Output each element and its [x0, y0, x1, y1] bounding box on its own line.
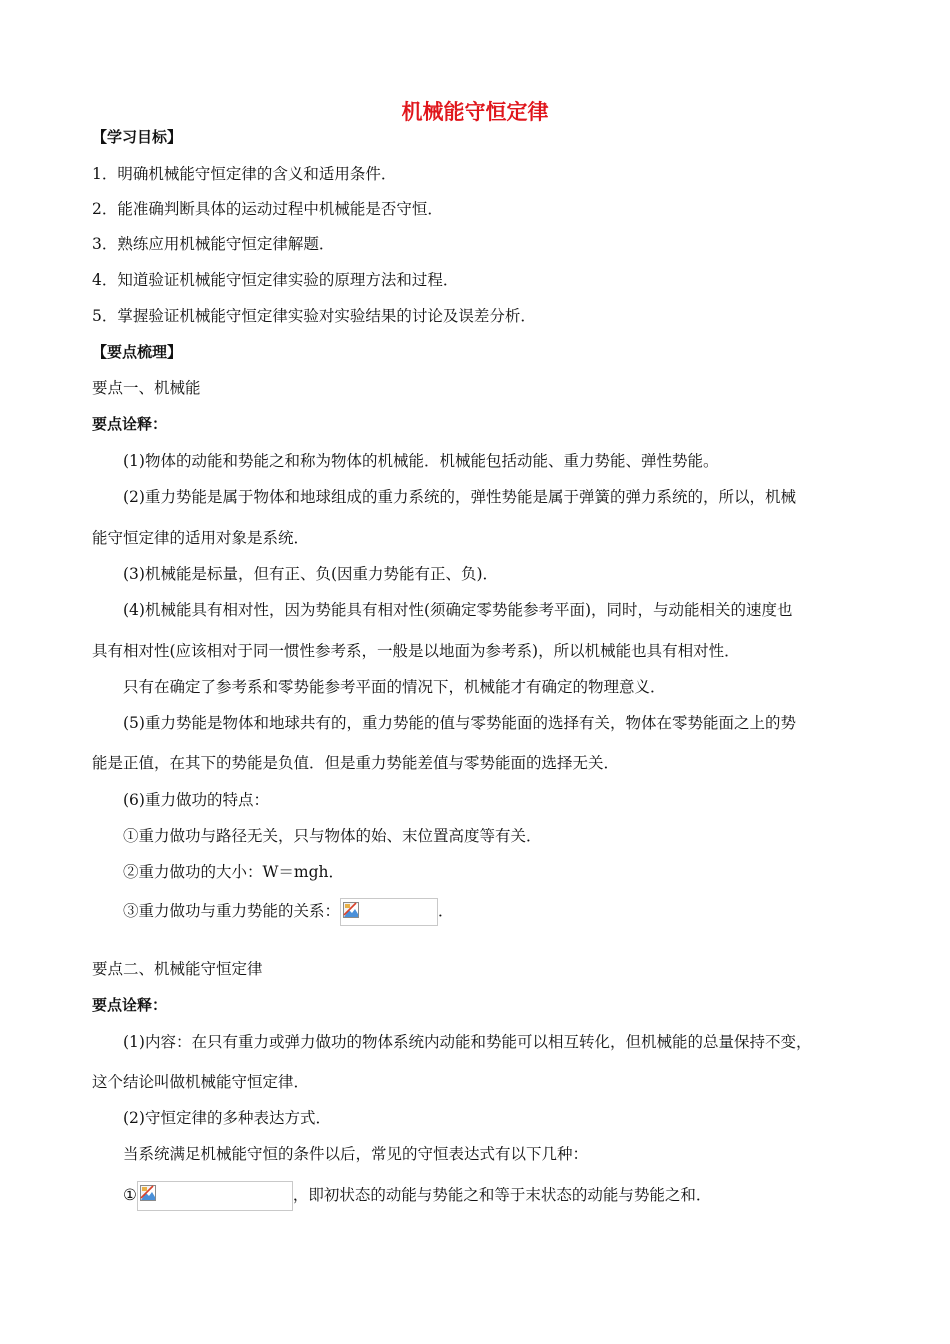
list-item-text: ③重力做功与重力势能的关系：	[123, 902, 341, 920]
list-item-text: ，即初状态的动能与势能之和等于末状态的动能与势能之和．	[292, 1186, 712, 1204]
goal-item: 3．熟练应用机械能守恒定律解题．	[92, 235, 335, 253]
point-two-title: 要点二、机械能守恒定律	[92, 960, 263, 978]
list-item: ②重力做功的大小：W＝mgh．	[123, 863, 345, 881]
goal-item: 1．明确机械能守恒定律的含义和适用条件．	[92, 165, 397, 183]
section-heading-goals: 【学习目标】	[92, 128, 183, 146]
paragraph-continuation: 具有相对性(应该相对于同一惯性参考系，一般是以地面为参考系)，所以机械能也具有相对性．	[92, 642, 740, 660]
paragraph: (1)内容：在只有重力或弹力做功的物体系统内动能和势能可以相互转化，但机械能的总量保持不变，	[123, 1033, 812, 1051]
broken-image-icon	[140, 1185, 156, 1201]
goal-item: 4．知道验证机械能守恒定律实验的原理方法和过程．	[92, 271, 459, 289]
point-one-title: 要点一、机械能	[92, 379, 201, 397]
page-title: 机械能守恒定律	[401, 100, 549, 124]
period: ．	[438, 902, 454, 920]
paragraph-continuation: 能是正值，在其下的势能是负值．但是重力势能差值与零势能面的选择无关．	[92, 754, 620, 772]
formula-image-placeholder	[137, 1181, 293, 1211]
paragraph-continuation: 这个结论叫做机械能守恒定律．	[92, 1073, 310, 1091]
broken-image-icon	[343, 902, 359, 918]
goal-item: 5．掌握验证机械能守恒定律实验对实验结果的讨论及误差分析．	[92, 307, 536, 325]
paragraph: 当系统满足机械能守恒的条件以后，常见的守恒表达式有以下几种：	[123, 1145, 589, 1163]
paragraph: (2)重力势能是属于物体和地球组成的重力系统的，弹性势能是属于弹簧的弹力系统的，所以，机械	[123, 488, 796, 506]
paragraph-continuation: 能守恒定律的适用对象是系统．	[92, 529, 310, 547]
formula-image-placeholder	[340, 898, 438, 926]
paragraph: (6)重力做功的特点：	[123, 791, 269, 809]
point-one-note-label: 要点诠释：	[92, 415, 168, 433]
paragraph: (4)机械能具有相对性，因为势能具有相对性(须确定零势能参考平面)，同时，与动能相关的速度也	[123, 601, 793, 619]
point-two-note-label: 要点诠释：	[92, 996, 168, 1014]
list-item: ①重力做功与路径无关，只与物体的始、末位置高度等有关．	[123, 827, 542, 845]
paragraph: (2)守恒定律的多种表达方式．	[123, 1109, 331, 1127]
paragraph: (5)重力势能是物体和地球共有的，重力势能的值与零势能面的选择有关，物体在零势能面之上的势	[123, 714, 796, 732]
goal-item: 2．能准确判断具体的运动过程中机械能是否守恒．	[92, 200, 443, 218]
paragraph: 只有在确定了参考系和零势能参考平面的情况下，机械能才有确定的物理意义．	[123, 678, 666, 696]
paragraph: (1)物体的动能和势能之和称为物体的机械能．机械能包括动能、重力势能、弹性势能。	[123, 452, 719, 470]
section-heading-points: 【要点梳理】	[92, 343, 183, 361]
paragraph: (3)机械能是标量，但有正、负(因重力势能有正、负)．	[123, 565, 499, 583]
list-item	[123, 1181, 711, 1211]
list-marker: ①	[123, 1186, 137, 1204]
list-item	[123, 898, 454, 926]
